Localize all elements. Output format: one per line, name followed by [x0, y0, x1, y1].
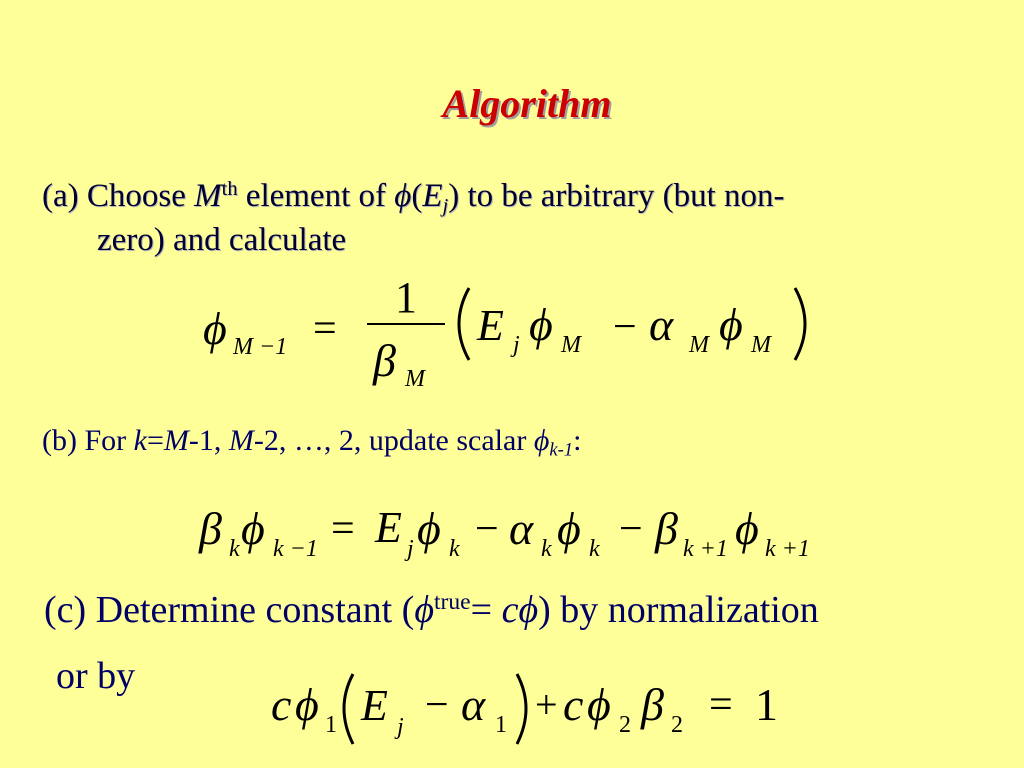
- eq3-phi1-sub: 1: [325, 712, 337, 738]
- step-c-phi: ϕ: [414, 589, 435, 631]
- eq3-e: E: [361, 681, 388, 730]
- slide-title: Algorithm: [442, 81, 612, 126]
- eq2-phi-k2: ϕ: [557, 503, 581, 554]
- eq3-c2: c: [563, 679, 584, 730]
- step-c-c: c: [501, 589, 519, 631]
- eq1-numerator: 1: [395, 273, 417, 322]
- step-b-t1: -1,: [188, 424, 229, 457]
- step-b-phi: ϕ: [533, 424, 550, 457]
- eq3-j: j: [397, 714, 404, 740]
- step-a-line1: [42, 177, 785, 218]
- eq2-beta2: β: [655, 503, 678, 554]
- eq3-rhs: 1: [755, 679, 778, 730]
- step-a-close: ): [448, 178, 460, 214]
- eq2-minus-2: −: [619, 506, 643, 552]
- eq1-sub-lhs: M −1: [233, 334, 288, 360]
- step-a-line2: zero) and calculate: [97, 222, 347, 258]
- step-b-sub: k-1: [549, 439, 574, 461]
- step-b-eq: =: [146, 424, 164, 457]
- step-b-colon: :: [573, 424, 582, 457]
- eq1-open-paren: [459, 288, 469, 360]
- eq2-phi-k: ϕ: [417, 503, 441, 554]
- equation-3: [265, 662, 825, 762]
- eq3-plus: +: [535, 682, 558, 727]
- step-c-phi2: ϕ: [518, 589, 539, 631]
- eq1-equals: =: [313, 306, 337, 352]
- eq1-phi-sub: M: [561, 332, 581, 358]
- eq3-phi2: ϕ: [587, 679, 611, 730]
- eq2-phi-k2-sub: k: [589, 536, 600, 562]
- eq2-j: j: [407, 536, 414, 562]
- step-a-m: M: [194, 178, 222, 214]
- eq2-alpha: α: [509, 503, 534, 554]
- eq1-beta-sub: M: [405, 366, 425, 392]
- step-b-t2: -2, …, 2, update scalar: [253, 424, 534, 457]
- step-a-open: (: [411, 178, 423, 214]
- eq1-phi2: ϕ: [719, 299, 743, 350]
- step-b-m2: M: [228, 424, 254, 457]
- step-a-prefix: (a) Choose: [42, 178, 195, 214]
- step-c-line1: [44, 588, 819, 632]
- step-c-eq: =: [470, 589, 502, 631]
- step-c-sup: true: [434, 589, 471, 616]
- eq2-e: E: [375, 503, 402, 552]
- eq1-phi-m: ϕ: [529, 299, 553, 350]
- eq3-open-paren: [344, 674, 353, 744]
- eq2-minus-1: −: [475, 506, 499, 552]
- eq2-phi3-sub: k +1: [765, 536, 810, 562]
- step-a-j: j: [442, 195, 449, 218]
- step-a-mid: element of: [237, 178, 395, 214]
- eq1-phi: ϕ: [203, 303, 227, 354]
- eq1-close-paren: [795, 288, 805, 360]
- eq1-minus: −: [613, 304, 637, 350]
- eq1-j: j: [513, 332, 520, 358]
- equation-1: [195, 272, 835, 402]
- eq3-beta: β: [641, 679, 664, 730]
- eq2-beta-k: k: [229, 536, 240, 562]
- eq3-close-paren: [517, 674, 526, 744]
- step-a-rest: to be arbitrary (but non-: [459, 178, 785, 214]
- step-b-k: k: [133, 424, 147, 457]
- step-c-rest: ) by normalization: [538, 589, 819, 631]
- eq2-phi3: ϕ: [735, 503, 759, 554]
- eq2-beta: β: [199, 503, 222, 554]
- step-c-line2: or by: [56, 655, 136, 697]
- equation-2: [195, 490, 835, 570]
- step-a-phi: ϕ: [394, 178, 412, 214]
- eq1-beta: β: [373, 335, 396, 386]
- eq1-e: E: [477, 301, 504, 350]
- eq3-alpha-sub: 1: [495, 712, 507, 738]
- step-b-m1: M: [163, 424, 189, 457]
- eq3-minus: −: [425, 682, 449, 728]
- eq2-phi-lhs: ϕ: [241, 503, 265, 554]
- eq1-alpha: α: [649, 299, 674, 350]
- step-a-e: E: [422, 178, 443, 214]
- eq3-alpha: α: [461, 679, 486, 730]
- eq2-equals: =: [331, 506, 355, 552]
- eq3-equals: =: [709, 682, 733, 728]
- eq3-beta-sub: 2: [671, 712, 683, 738]
- step-a-th: th: [221, 177, 238, 200]
- eq2-phi-lhs-sub: k −1: [273, 536, 318, 562]
- eq3-phi2-sub: 2: [619, 712, 631, 738]
- eq2-alpha-k: k: [541, 536, 552, 562]
- eq1-phi2-sub: M: [751, 332, 771, 358]
- eq1-alpha-sub: M: [689, 332, 709, 358]
- step-c-prefix: (c) Determine constant (: [44, 589, 415, 631]
- eq2-beta2-sub: k +1: [683, 536, 728, 562]
- eq2-phi-k-sub: k: [449, 536, 460, 562]
- eq3-phi1: ϕ: [295, 679, 319, 730]
- step-b-prefix: (b) For: [42, 424, 134, 457]
- step-b-line: [42, 424, 582, 461]
- eq3-c1: c: [271, 679, 292, 730]
